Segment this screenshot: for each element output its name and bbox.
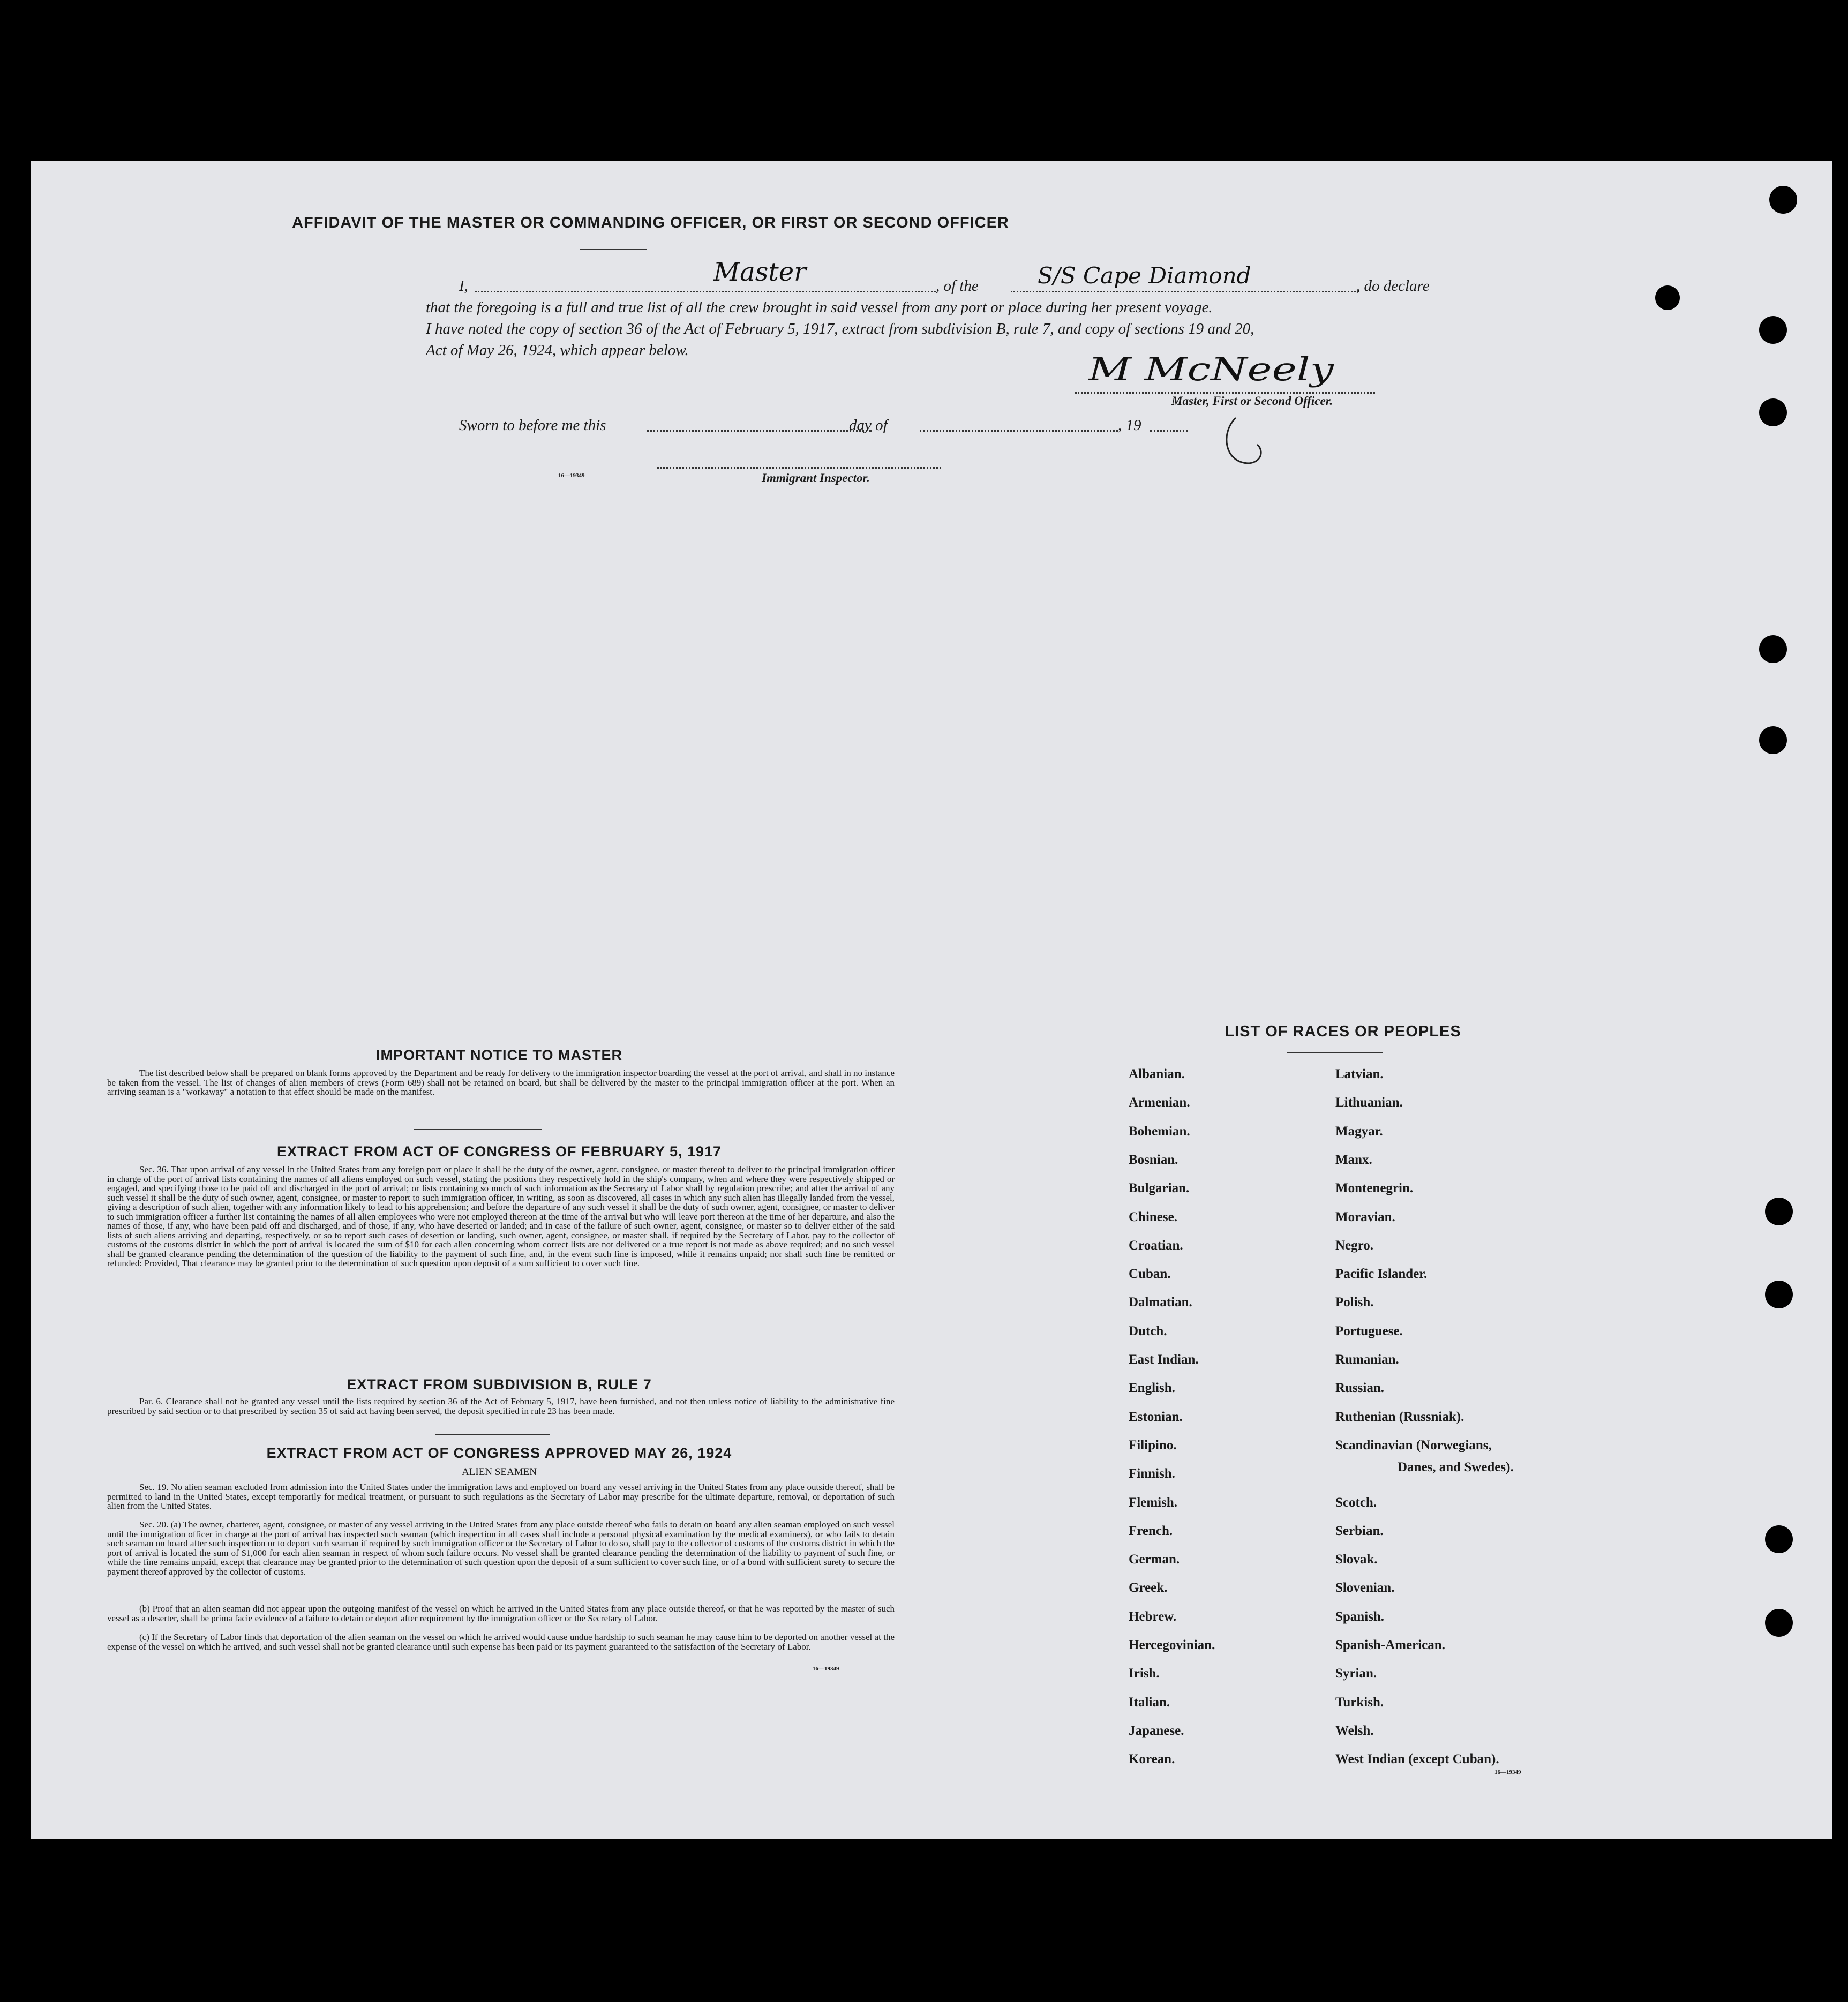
race-item: French. bbox=[1129, 1523, 1173, 1538]
races-title: LIST OF RACES OR PEOPLES bbox=[1225, 1023, 1461, 1040]
race-item: Lithuanian. bbox=[1335, 1095, 1403, 1110]
race-item: Magyar. bbox=[1335, 1124, 1383, 1139]
race-item: Bosnian. bbox=[1129, 1152, 1178, 1167]
form-number-affidavit: 16—19349 bbox=[558, 472, 585, 479]
race-item: Montenegrin. bbox=[1335, 1181, 1414, 1196]
sworn-month-dotted-line bbox=[920, 430, 1118, 432]
race-item: Serbian. bbox=[1335, 1523, 1384, 1538]
pen-flourish bbox=[1220, 412, 1268, 471]
race-item: Spanish. bbox=[1335, 1609, 1385, 1624]
signature-dotted-line bbox=[1075, 392, 1375, 394]
extract-1924-title: EXTRACT FROM ACT OF CONGRESS APPROVED MAY 26, 1924 bbox=[266, 1445, 732, 1461]
race-item: Filipino. bbox=[1129, 1437, 1177, 1452]
race-item: Armenian. bbox=[1129, 1095, 1190, 1110]
race-item: Chinese. bbox=[1129, 1209, 1177, 1224]
race-item: Japanese. bbox=[1129, 1723, 1184, 1738]
race-item: Flemish. bbox=[1129, 1495, 1177, 1510]
binder-hole bbox=[1655, 285, 1680, 310]
race-item: Hercegovinian. bbox=[1129, 1638, 1215, 1652]
binder-hole bbox=[1759, 398, 1787, 426]
race-item: English. bbox=[1129, 1381, 1175, 1396]
race-item: Syrian. bbox=[1335, 1666, 1377, 1681]
of-the-label: , of the bbox=[936, 277, 979, 295]
binder-hole bbox=[1759, 316, 1787, 344]
race-item: Scandinavian (Norwegians, bbox=[1335, 1437, 1492, 1452]
binder-hole bbox=[1765, 1281, 1793, 1308]
sec-20a-text: Sec. 20. (a) The owner, charterer, agent, consignee, or master of any vessel arriving in the United States from any place outside thereof who fails to detain on board any alien seaman employed on such vessel until the immigration officer in charge at the port of arrival has inspected such seaman (which inspection in all cases shall include a personal physical examination by the medical examiners), or who fails to detain such seaman on board after such inspection or to deport such seaman if required by such immigration officer or the Secretary of Labor to do so, shall pay to the collector of customs of the customs district in which the port of arrival is located the sum of $1,000 for each alien seaman in respect of whom such failure occurs. No vessel shall be granted clearance pending the determination of the liability to payment of such fine, or while the fine remains unpaid, except that clearance may be granted prior to the determination of such question upon the deposit of a sum sufficient to cover such fine, or of a bond with sufficient surety to secure the payment thereof approved by the collector of customs. bbox=[107, 1519, 895, 1577]
sworn-day-dotted-line bbox=[647, 430, 872, 432]
race-item: Estonian. bbox=[1129, 1409, 1183, 1424]
notice-title: IMPORTANT NOTICE TO MASTER bbox=[376, 1047, 622, 1063]
binder-hole bbox=[1765, 1198, 1793, 1225]
sec-19-text: Sec. 19. No alien seaman excluded from admission into the United States under the immigration laws and employed on board any vessel arriving in the United States from any place outside thereof, shall be permitted to land in the United States, except temporarily for medical treatment, or pursuant to such regulations as the Secretary of Labor may prescribe for the ultimate departure, removal, or deportation of such alien from the United States. bbox=[107, 1482, 895, 1511]
race-item: Slovak. bbox=[1335, 1552, 1378, 1567]
master-handwritten-value: Master bbox=[713, 257, 807, 287]
race-item: Turkish. bbox=[1335, 1695, 1384, 1710]
extract-1917-title: EXTRACT FROM ACT OF CONGRESS OF FEBRUARY 5, 1917 bbox=[276, 1143, 722, 1160]
race-item: Polish. bbox=[1335, 1295, 1374, 1310]
race-item: Spanish-American. bbox=[1335, 1638, 1445, 1652]
race-item: Dalmatian. bbox=[1129, 1295, 1192, 1310]
document-page bbox=[31, 161, 1832, 1839]
race-item: Portuguese. bbox=[1335, 1323, 1403, 1338]
race-item: Rumanian. bbox=[1335, 1352, 1399, 1367]
binder-hole bbox=[1759, 726, 1787, 754]
extract-1924-subtitle: ALIEN SEAMEN bbox=[462, 1466, 537, 1478]
race-item: Manx. bbox=[1335, 1152, 1372, 1167]
race-item: Hebrew. bbox=[1129, 1609, 1177, 1624]
notice-text: The list described below shall be prepared on blank forms approved by the Department and be ready for delivery to the immigration inspector boarding the vessel at the port of arrival, and shall in no instance be taken from the vessel. The list of changes of alien members of crews (Form 689) shall not be retained on board, but shall be delivered by the master to the principal immigration officer at the port. When an arriving seaman is a "workaway" a notation to that effect should be made on the manifest. bbox=[107, 1068, 895, 1097]
sec-20b-text: (b) Proof that an alien seaman did not appear upon the outgoing manifest of the vessel on which he arrived in the United States from any place outside thereof, or that he was reported by the master of such vessel as a deserter, shall be prima facie evidence of a failure to detain or deport after requirement by the immigration officer or the Secretary of Labor. bbox=[107, 1604, 895, 1623]
affidavit-line-2: that the foregoing is a full and true list of all the crew brought in said vessel from any port or place during her present voyage. bbox=[426, 299, 1213, 316]
race-item: Bohemian. bbox=[1129, 1124, 1190, 1139]
race-item: Albanian. bbox=[1129, 1067, 1185, 1081]
race-item: Pacific Islander. bbox=[1335, 1267, 1428, 1282]
affidavit-i-label: I, bbox=[459, 277, 468, 295]
rule7-rule bbox=[435, 1434, 550, 1435]
do-declare-label: , do declare bbox=[1356, 277, 1430, 295]
race-item: Slovenian. bbox=[1335, 1580, 1395, 1595]
extract-1917-text: Sec. 36. That upon arrival of any vessel in the United States from any foreign port or place it shall be the duty of the owner, agent, consignee, or master thereof to deliver to the principal immigration officer in charge of the port of arrival lists containing the names of all aliens employed on such vessel, stating the positions they respectively hold in the ship's company, when and where they were respectively shipped or engaged, and specifying those to be paid off and discharged in the port of arrival; or lists containing so much of such information as the Secretary of Labor shall by regulation prescribe; and after the arrival of any such vessel it shall be the duty of such owner, agent, consignee, or master to report to such immigration officer, in writing, as soon as discovered, all cases in which any such alien has illegally landed from the vessel, giving a description of such alien, together with any information likely to lead to his apprehension; and before the departure of any such vessel it shall be the duty of such owner, agent, consignee, or master to deliver to such immigration officer a further list containing the names of all alien employees who were not employed thereon at the time of the arrival but who will leave port thereon at the time of her departure, and also the names of those, if any, who have been paid off and discharged, and of those, if any, who have deserted or landed; and in case of the failure of such owner, agent, consignee, or master so to deliver either of the said lists of such aliens arriving and departing, respectively, or so to report such cases of desertion or landing, such owner, agent, consignee, or master shall, if required by the Secretary of Labor, pay to the collector of customs of the customs district in which the port of arrival is located the sum of $10 for each alien concerning whom correct lists are not delivered or a true report is not made as above required; and no such vessel shall be granted clearance pending the determination of the question of the liability to the payment of such fine, and, in the event such fine is imposed, while it remains unpaid; nor shall such fine be remitted or refunded: Provided, That clearance may be granted prior to the determination of such question upon deposit of a sum sufficient to cover such fine. bbox=[107, 1164, 895, 1268]
notice-rule bbox=[414, 1129, 542, 1130]
name-dotted-line bbox=[475, 291, 936, 292]
race-item: Russian. bbox=[1335, 1381, 1385, 1396]
binder-hole bbox=[1759, 635, 1787, 663]
race-item: Korean. bbox=[1129, 1752, 1175, 1767]
binder-hole bbox=[1765, 1609, 1793, 1637]
year-dotted-line bbox=[1150, 430, 1188, 432]
race-item: Welsh. bbox=[1335, 1723, 1374, 1738]
inspector-dotted-line bbox=[657, 467, 941, 469]
signature-caption: Master, First or Second Officer. bbox=[1171, 394, 1333, 408]
race-item: Scotch. bbox=[1335, 1495, 1377, 1510]
race-item: Moravian. bbox=[1335, 1209, 1395, 1224]
race-item: Bulgarian. bbox=[1129, 1181, 1190, 1196]
race-scandinavian-line-2: Danes, and Swedes). bbox=[1398, 1460, 1514, 1474]
affidavit-line-3: I have noted the copy of section 36 of the Act of February 5, 1917, extract from subdivision B, rule 7, and copy of sections 19 and 20, bbox=[426, 320, 1254, 337]
race-item: Dutch. bbox=[1129, 1323, 1167, 1338]
inspector-caption: Immigrant Inspector. bbox=[762, 471, 870, 485]
binder-hole bbox=[1769, 186, 1797, 214]
race-item: West Indian (except Cuban). bbox=[1335, 1752, 1499, 1767]
affidavit-title: AFFIDAVIT OF THE MASTER OR COMMANDING OFFICER, OR FIRST OR SECOND OFFICER bbox=[292, 214, 1009, 231]
binder-hole bbox=[1765, 1525, 1793, 1553]
race-item: Latvian. bbox=[1335, 1067, 1384, 1081]
title-rule bbox=[580, 249, 647, 250]
race-item: East Indian. bbox=[1129, 1352, 1199, 1367]
vessel-handwritten-value: S/S Cape Diamond bbox=[1038, 262, 1251, 289]
race-item: Irish. bbox=[1129, 1666, 1160, 1681]
race-item: Finnish. bbox=[1129, 1466, 1175, 1481]
extract-rule7-text: Par. 6. Clearance shall not be granted any vessel until the lists required by section 36 of the Act of February 5, 1917, have been furnished, and not then unless notice of liability to the administrative fine prescribed by said section or to that prescribed by section 35 of said act having been served, the deposit specified in rule 23 has been made. bbox=[107, 1396, 895, 1416]
race-item: German. bbox=[1129, 1552, 1180, 1567]
officer-signature: M McNeely bbox=[1088, 351, 1334, 388]
day-of-label: day of bbox=[849, 417, 888, 434]
race-item: Croatian. bbox=[1129, 1238, 1183, 1253]
race-item: Ruthenian (Russniak). bbox=[1335, 1409, 1464, 1424]
race-item: Cuban. bbox=[1129, 1267, 1171, 1282]
race-item: Negro. bbox=[1335, 1238, 1374, 1253]
vessel-dotted-line bbox=[1011, 291, 1359, 292]
race-item: Italian. bbox=[1129, 1695, 1170, 1710]
races-rule bbox=[1287, 1052, 1383, 1053]
year-label: , 19 bbox=[1118, 417, 1141, 434]
form-number-extract: 16—19349 bbox=[813, 1666, 839, 1672]
form-number-races: 16—19349 bbox=[1494, 1769, 1521, 1775]
sworn-label: Sworn to before me this bbox=[459, 417, 606, 434]
sec-20c-text: (c) If the Secretary of Labor finds that deportation of the alien seaman on the vessel on which he arrived would cause undue hardship to such seaman he may cause him to be deported on another vessel at the expense of the vessel on which he arrived, and such vessel shall not be granted clearance until such expense has been paid or its payment guaranteed to the satisfaction of the Secretary of Labor. bbox=[107, 1632, 895, 1652]
race-item: Greek. bbox=[1129, 1580, 1168, 1595]
extract-rule7-title: EXTRACT FROM SUBDIVISION B, RULE 7 bbox=[347, 1376, 652, 1393]
affidavit-line-4: Act of May 26, 1924, which appear below. bbox=[426, 342, 689, 359]
